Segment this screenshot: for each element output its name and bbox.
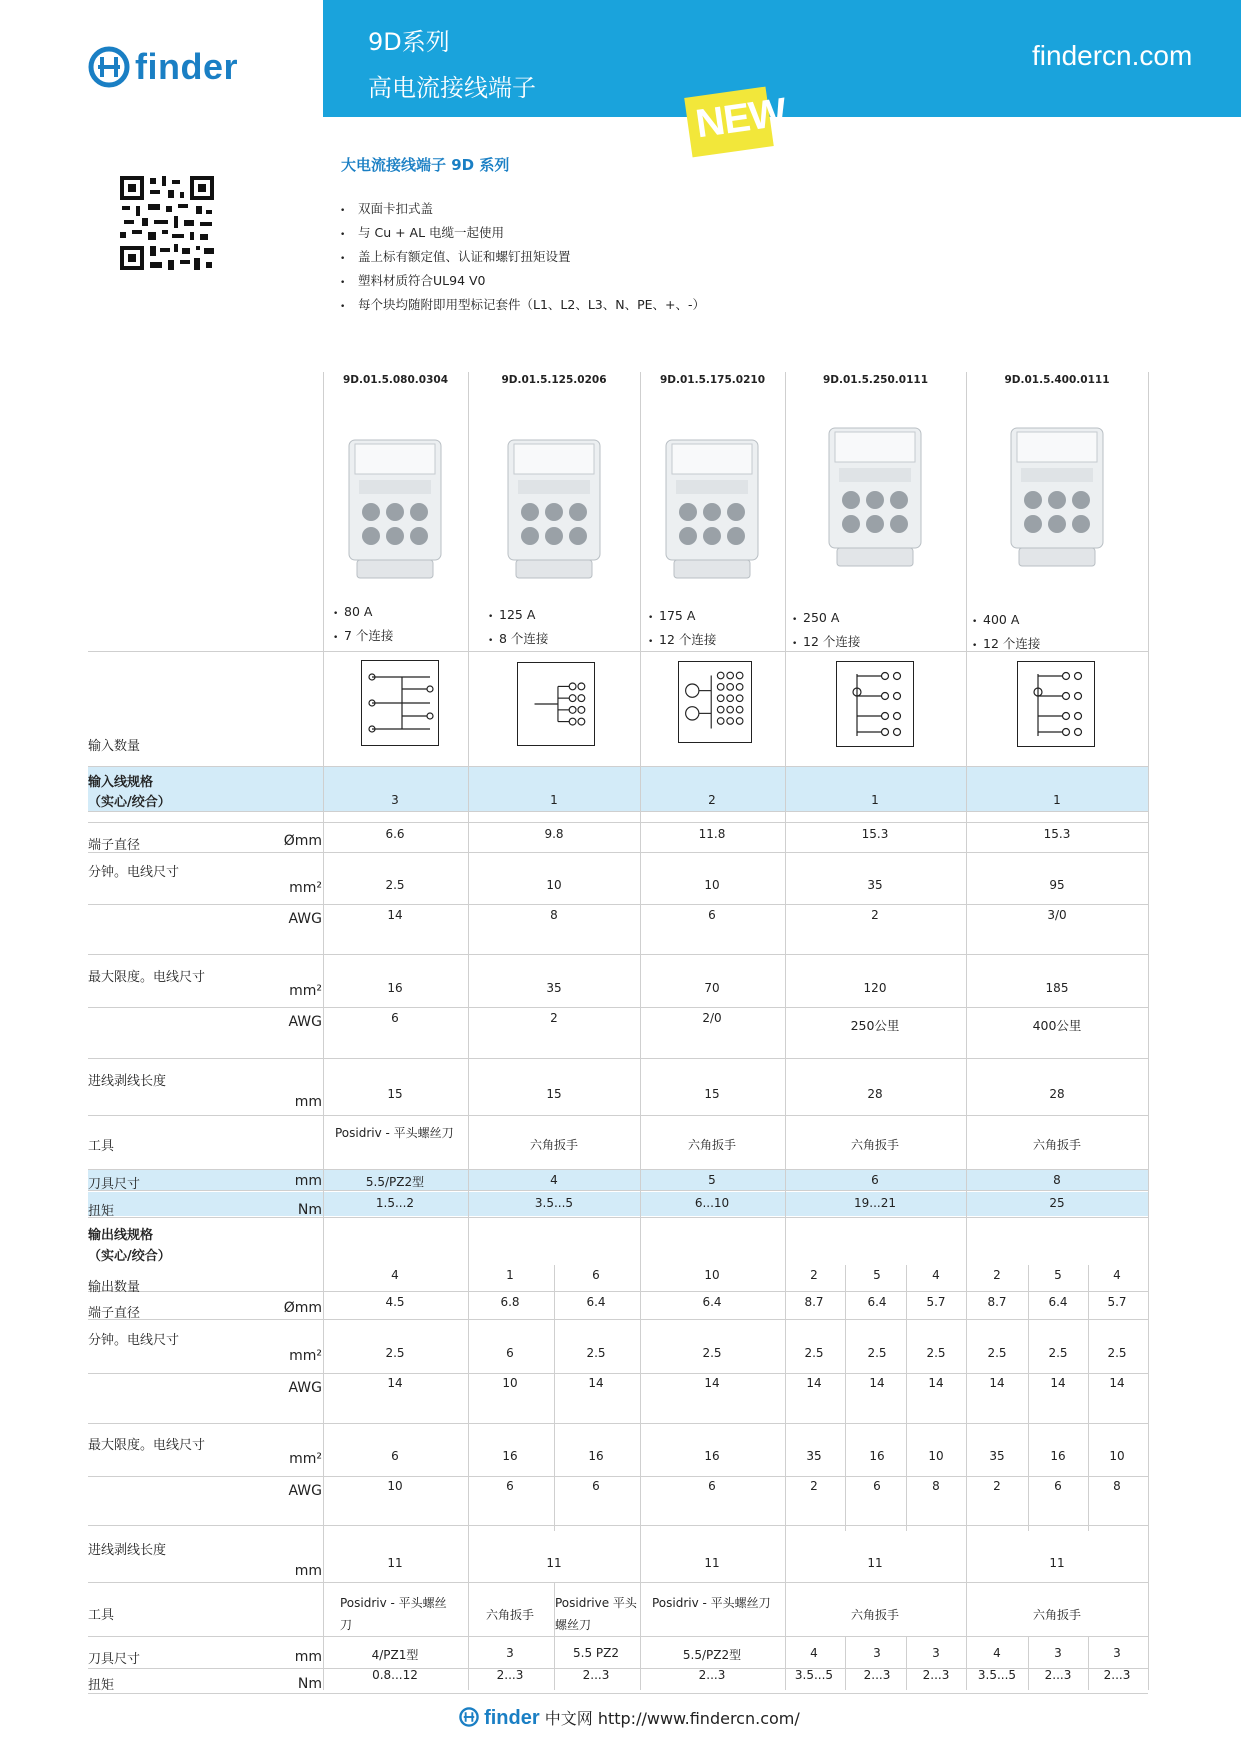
max-wire-awg-value: 6 xyxy=(391,1011,399,1025)
out-max-wire-awg-value: 2 xyxy=(993,1479,1001,1493)
out-tool-size-value: 4 xyxy=(993,1646,1001,1660)
product-image xyxy=(647,420,777,590)
out-terminal-dia-value: 6.8 xyxy=(500,1295,520,1309)
footer xyxy=(459,1706,800,1730)
row-divider xyxy=(88,1582,1148,1583)
out-tool-value: Posidrive 平头螺丝刀 xyxy=(555,1596,637,1632)
out-tool-label: 工具 xyxy=(88,1608,115,1623)
output-count-value: 5 xyxy=(873,1268,881,1282)
out-min-wire-awg-value: 14 xyxy=(1050,1376,1066,1390)
input-count-value: 1 xyxy=(871,793,879,807)
min-wire-awg-value: 3/0 xyxy=(1047,908,1067,922)
tool-size-value: 8 xyxy=(1053,1173,1061,1187)
input-count-value: 1 xyxy=(550,793,558,807)
max-wire-label: 最大限度。电线尺寸 xyxy=(88,970,206,985)
output-count-value: 6 xyxy=(592,1268,600,1282)
max-wire-mm2-value: 185 xyxy=(1045,981,1069,995)
output-count-value: 4 xyxy=(932,1268,940,1282)
feature-list xyxy=(340,199,705,319)
row-divider xyxy=(88,1169,1148,1170)
terminal-dia-value: 15.3 xyxy=(1043,827,1071,841)
out-terminal-dia-value: 6.4 xyxy=(586,1295,606,1309)
max-wire-awg-value: 250公里 xyxy=(850,1018,900,1033)
rated-current: • 125 A xyxy=(488,607,535,622)
max-wire-mm2-value: 16 xyxy=(387,981,403,995)
output-count-value: 4 xyxy=(1113,1268,1121,1282)
out-terminal-dia-label: 端子直径 xyxy=(88,1306,141,1321)
product-code: 9D.01.5.125.0206 xyxy=(501,374,607,386)
out-tool-size-value: 4 xyxy=(810,1646,818,1660)
row-divider xyxy=(88,852,1148,853)
row-divider xyxy=(88,1423,1148,1424)
feature-item: • 每个块均随附即用型标记套件（L1、L2、L3、N、PE、+、-） xyxy=(340,295,705,319)
strip-label: 进线剥线长度 xyxy=(88,1074,167,1089)
out-torque-value: 2...3 xyxy=(496,1668,524,1682)
out-min-wire-awg-value: 14 xyxy=(869,1376,885,1390)
tool-label: 工具 xyxy=(88,1139,115,1154)
row-divider xyxy=(88,1115,1148,1116)
out-min-wire-mm2-value: 2.5 xyxy=(1107,1346,1127,1360)
out-torque-value: 2...3 xyxy=(1103,1668,1131,1682)
product-image xyxy=(335,420,455,590)
out-terminal-dia-value: 6.4 xyxy=(1048,1295,1068,1309)
max-wire-awg-value: 2/0 xyxy=(702,1011,722,1025)
out-terminal-dia-value: 6.4 xyxy=(867,1295,887,1309)
max-wire-mm2-value: 35 xyxy=(546,981,562,995)
wiring-diagram xyxy=(361,660,439,746)
input-count-value: 3 xyxy=(391,793,399,807)
torque-value: 3.5...5 xyxy=(534,1196,574,1210)
output-spec-label: 输出线规格 xyxy=(88,1228,154,1243)
out-max-wire-awg-value: 10 xyxy=(387,1479,403,1493)
out-torque-value: 3.5...5 xyxy=(794,1668,834,1682)
out-min-wire-mm2-value: 2.5 xyxy=(804,1346,824,1360)
out-min-wire-mm2-value: 6 xyxy=(506,1346,514,1360)
out-torque-value: 3.5...5 xyxy=(977,1668,1017,1682)
torque-value: 6...10 xyxy=(694,1196,730,1210)
out-min-wire-awg-value: 10 xyxy=(502,1376,518,1390)
out-tool-value: 六角扳手 xyxy=(485,1608,534,1622)
out-terminal-dia-value: 8.7 xyxy=(987,1295,1007,1309)
out-tool-size-value: 3 xyxy=(932,1646,940,1660)
feature-item: • 塑料材质符合UL94 V0 xyxy=(340,271,705,295)
out-max-wire-mm2-value: 6 xyxy=(391,1449,399,1463)
series-subtitle: 高电流接线端子 xyxy=(368,74,536,102)
input-count-label: 输入数量 xyxy=(88,739,141,754)
connection-count: • 7 个连接 xyxy=(333,626,393,644)
out-torque-value: 2...3 xyxy=(1044,1668,1072,1682)
output-count-value: 2 xyxy=(993,1268,1001,1282)
strip-length-value: 15 xyxy=(704,1087,720,1101)
tool-size-label: 刀具尺寸 xyxy=(88,1177,141,1192)
out-strip-length-value: 11 xyxy=(1049,1556,1065,1570)
wiring-diagram xyxy=(678,661,752,743)
rated-current: • 250 A xyxy=(792,610,839,625)
terminal-dia-label: 端子直径 xyxy=(88,838,141,853)
out-max-wire-mm2-value: 10 xyxy=(1109,1449,1125,1463)
row-divider xyxy=(88,1636,1148,1637)
output-count-value: 10 xyxy=(704,1268,720,1282)
out-min-wire-awg-value: 14 xyxy=(806,1376,822,1390)
row-divider xyxy=(88,822,1148,823)
wiring-diagram xyxy=(517,662,595,746)
input-count-value: 1 xyxy=(1053,793,1061,807)
unit-mm2: mm² xyxy=(289,1348,322,1364)
max-wire-awg-value: 2 xyxy=(550,1011,558,1025)
out-torque-value: 2...3 xyxy=(582,1668,610,1682)
connection-count: • 12 个连接 xyxy=(972,634,1040,652)
out-terminal-dia-value: 5.7 xyxy=(926,1295,946,1309)
strip-length-value: 28 xyxy=(1049,1087,1065,1101)
out-max-wire-mm2-value: 10 xyxy=(928,1449,944,1463)
out-max-wire-awg-value: 6 xyxy=(1054,1479,1062,1493)
row-divider xyxy=(88,1373,1148,1374)
out-min-wire-mm2-value: 2.5 xyxy=(586,1346,606,1360)
min-wire-awg-value: 8 xyxy=(550,908,558,922)
unit-awg: AWG xyxy=(288,1380,322,1396)
min-wire-mm2-value: 35 xyxy=(867,878,883,892)
strip-length-value: 28 xyxy=(867,1087,883,1101)
out-max-wire-mm2-value: 16 xyxy=(502,1449,518,1463)
footer-brand: finder xyxy=(484,1707,540,1729)
unit-mm: mm xyxy=(294,1563,322,1579)
out-max-wire-awg-value: 6 xyxy=(506,1479,514,1493)
product-code: 9D.01.5.175.0210 xyxy=(659,374,766,386)
out-min-wire-mm2-value: 2.5 xyxy=(987,1346,1007,1360)
row-divider xyxy=(88,766,1148,767)
out-min-wire-mm2-value: 2.5 xyxy=(702,1346,722,1360)
new-badge-label: NEW xyxy=(692,90,789,147)
out-max-wire-mm2-value: 16 xyxy=(588,1449,604,1463)
out-strip-length-value: 11 xyxy=(867,1556,883,1570)
out-min-wire-awg-value: 14 xyxy=(928,1376,944,1390)
new-badge xyxy=(684,87,789,158)
out-terminal-dia-value: 4.5 xyxy=(385,1295,405,1309)
output-count-value: 4 xyxy=(391,1268,399,1282)
unit-mm2: mm² xyxy=(289,983,322,999)
rated-current: • 400 A xyxy=(972,612,1019,627)
wiring-diagram xyxy=(836,661,914,747)
unit-mm2: mm² xyxy=(289,1451,322,1467)
max-wire-awg-value: 400公里 xyxy=(1032,1018,1082,1033)
out-terminal-dia-value: 5.7 xyxy=(1107,1295,1127,1309)
terminal-dia-value: 15.3 xyxy=(861,827,889,841)
out-max-wire-awg-value: 6 xyxy=(708,1479,716,1493)
unit-mm: mm xyxy=(294,1094,322,1110)
out-tool-value: 六角扳手 xyxy=(1032,1608,1081,1622)
wiring-diagram xyxy=(1017,661,1095,747)
min-wire-mm2-value: 95 xyxy=(1049,878,1065,892)
product-code: 9D.01.5.400.0111 xyxy=(1004,374,1110,386)
tool-value: 六角扳手 xyxy=(850,1138,899,1152)
min-wire-label: 分钟。电线尺寸 xyxy=(88,865,180,880)
out-tool-value: Posidriv - 平头螺丝刀 xyxy=(652,1596,771,1610)
out-torque-value: 2...3 xyxy=(698,1668,726,1682)
brand-name: finder xyxy=(135,46,239,87)
out-torque-value: 2...3 xyxy=(863,1668,891,1682)
feature-item: • 盖上标有额定值、认证和螺钉扭矩设置 xyxy=(340,247,705,271)
rated-current: • 80 A xyxy=(333,604,372,619)
row-divider xyxy=(88,1190,1148,1191)
row-divider xyxy=(88,954,1148,955)
out-tool-size-value: 4/PZ1型 xyxy=(371,1648,419,1662)
row-divider xyxy=(88,1007,1148,1008)
input-spec-sublabel: （实心/绞合） xyxy=(88,795,171,810)
min-wire-mm2-value: 2.5 xyxy=(385,878,405,892)
finder-logo-icon xyxy=(459,1707,479,1727)
strip-length-value: 15 xyxy=(546,1087,562,1101)
row-divider xyxy=(88,1291,1148,1292)
torque-value: 1.5...2 xyxy=(375,1196,415,1210)
out-tool-value: Posidriv - 平头螺丝刀 xyxy=(340,1596,447,1632)
output-count-value: 1 xyxy=(506,1268,514,1282)
out-max-wire-mm2-value: 16 xyxy=(704,1449,720,1463)
output-count-label: 输出数量 xyxy=(88,1280,141,1295)
out-terminal-dia-value: 6.4 xyxy=(702,1295,722,1309)
out-strip-length-value: 11 xyxy=(387,1556,403,1570)
terminal-dia-value: 11.8 xyxy=(698,827,726,841)
out-tool-size-label: 刀具尺寸 xyxy=(88,1652,141,1667)
product-code: 9D.01.5.080.0304 xyxy=(342,374,449,386)
column-divider xyxy=(640,372,641,1690)
out-max-wire-mm2-value: 16 xyxy=(869,1449,885,1463)
out-terminal-dia-value: 8.7 xyxy=(804,1295,824,1309)
out-min-wire-awg-value: 14 xyxy=(588,1376,604,1390)
out-max-wire-awg-value: 8 xyxy=(932,1479,940,1493)
out-tool-size-value: 3 xyxy=(873,1646,881,1660)
tool-value: Posidriv - 平头螺丝刀 xyxy=(335,1126,454,1140)
row-divider xyxy=(88,1319,1148,1320)
out-min-wire-mm2-value: 2.5 xyxy=(926,1346,946,1360)
unit-awg: AWG xyxy=(288,1483,322,1499)
max-wire-mm2-value: 120 xyxy=(863,981,887,995)
out-max-wire-mm2-value: 16 xyxy=(1050,1449,1066,1463)
out-min-wire-awg-value: 14 xyxy=(387,1376,403,1390)
row-divider xyxy=(88,1476,1148,1477)
out-min-wire-mm2-value: 2.5 xyxy=(867,1346,887,1360)
output-count-value: 5 xyxy=(1054,1268,1062,1282)
min-wire-awg-value: 6 xyxy=(708,908,716,922)
out-torque-value: 2...3 xyxy=(922,1668,950,1682)
out-max-wire-awg-value: 2 xyxy=(810,1479,818,1493)
min-wire-awg-value: 2 xyxy=(871,908,879,922)
output-count-value: 2 xyxy=(810,1268,818,1282)
subcolumn-divider xyxy=(554,1319,555,1531)
strip-length-value: 15 xyxy=(387,1087,403,1101)
max-wire-mm2-value: 70 xyxy=(704,981,720,995)
out-min-wire-awg-value: 14 xyxy=(704,1376,720,1390)
input-spec-label: 输入线规格 xyxy=(88,775,154,790)
row-divider xyxy=(88,1693,1148,1694)
unit-nm: Nm xyxy=(297,1202,322,1218)
out-strip-length-value: 11 xyxy=(546,1556,562,1570)
min-wire-mm2-value: 10 xyxy=(546,878,562,892)
feature-item: • 与 Cu + AL 电缆一起使用 xyxy=(340,223,705,247)
out-max-wire-mm2-value: 35 xyxy=(806,1449,822,1463)
out-min-wire-mm2-value: 2.5 xyxy=(385,1346,405,1360)
qr-code-icon[interactable] xyxy=(120,176,214,270)
subcolumn-divider xyxy=(554,1265,555,1323)
unit-awg: AWG xyxy=(288,911,322,927)
product-code: 9D.01.5.250.0111 xyxy=(822,374,929,386)
torque-value: 25 xyxy=(1049,1196,1065,1210)
unit-mm: mm xyxy=(294,1173,322,1189)
row-divider xyxy=(88,904,1148,905)
out-tool-value: 六角扳手 xyxy=(850,1608,899,1622)
out-max-wire-awg-value: 6 xyxy=(592,1479,600,1493)
out-torque-label: 扭矩 xyxy=(88,1678,115,1693)
finder-logo-icon xyxy=(88,46,130,88)
product-image xyxy=(982,408,1132,578)
out-tool-size-value: 3 xyxy=(1113,1646,1121,1660)
unit-mm: mm xyxy=(294,1649,322,1665)
out-tool-size-value: 3 xyxy=(1054,1646,1062,1660)
column-divider xyxy=(468,372,469,1690)
row-divider xyxy=(88,1525,1148,1526)
footer-link[interactable]: 中文网 http://www.findercn.com/ xyxy=(544,1709,800,1728)
rated-current: • 175 A xyxy=(648,608,695,623)
out-strip-length-value: 11 xyxy=(704,1556,720,1570)
out-min-wire-awg-value: 14 xyxy=(989,1376,1005,1390)
out-torque-value: 0.8...12 xyxy=(372,1668,418,1682)
connection-count: • 12 个连接 xyxy=(792,632,860,650)
output-spec-sublabel: （实心/绞合） xyxy=(88,1249,171,1264)
product-image xyxy=(800,408,950,578)
feature-item: • 双面卡扣式盖 xyxy=(340,199,705,223)
tool-value: 六角扳手 xyxy=(1032,1138,1081,1152)
row-divider xyxy=(88,1058,1148,1059)
min-wire-mm2-value: 10 xyxy=(704,878,720,892)
tool-value: 六角扳手 xyxy=(687,1138,736,1152)
torque-label: 扭矩 xyxy=(88,1204,115,1219)
out-max-wire-awg-value: 8 xyxy=(1113,1479,1121,1493)
column-divider xyxy=(323,372,324,1690)
unit-dia: Ømm xyxy=(283,833,322,849)
terminal-dia-value: 9.8 xyxy=(544,827,564,841)
tool-size-value: 5.5/PZ2型 xyxy=(365,1175,425,1189)
series-title: 9D系列 xyxy=(368,28,450,56)
tool-size-value: 5 xyxy=(708,1173,716,1187)
unit-nm: Nm xyxy=(297,1676,322,1692)
row-divider xyxy=(88,1217,1148,1218)
tool-size-value: 6 xyxy=(871,1173,879,1187)
out-tool-size-value: 5.5/PZ2型 xyxy=(682,1648,742,1662)
product-image xyxy=(494,420,614,590)
out-min-wire-awg-value: 14 xyxy=(1109,1376,1125,1390)
unit-dia: Ømm xyxy=(283,1300,322,1316)
site-url[interactable]: findercn.com xyxy=(1032,40,1193,71)
out-strip-label: 进线剥线长度 xyxy=(88,1543,167,1558)
connection-count: • 12 个连接 xyxy=(648,630,716,648)
terminal-dia-value: 6.6 xyxy=(385,827,405,841)
out-tool-size-value: 5.5 PZ2 xyxy=(573,1646,619,1660)
unit-awg: AWG xyxy=(288,1014,322,1030)
out-max-wire-label: 最大限度。电线尺寸 xyxy=(88,1438,206,1453)
torque-value: 19...21 xyxy=(854,1196,896,1210)
row-divider xyxy=(88,811,1148,812)
input-count-value: 2 xyxy=(708,793,716,807)
tool-value: 六角扳手 xyxy=(529,1138,578,1152)
out-tool-size-value: 3 xyxy=(506,1646,514,1660)
connection-count: • 8 个连接 xyxy=(488,629,548,647)
out-max-wire-mm2-value: 35 xyxy=(989,1449,1005,1463)
tool-size-value: 4 xyxy=(550,1173,558,1187)
unit-mm2: mm² xyxy=(289,880,322,896)
out-min-wire-label: 分钟。电线尺寸 xyxy=(88,1333,180,1348)
min-wire-awg-value: 14 xyxy=(387,908,403,922)
out-min-wire-mm2-value: 2.5 xyxy=(1048,1346,1068,1360)
out-max-wire-awg-value: 6 xyxy=(873,1479,881,1493)
section-heading: 大电流接线端子 9D 系列 xyxy=(341,156,510,174)
